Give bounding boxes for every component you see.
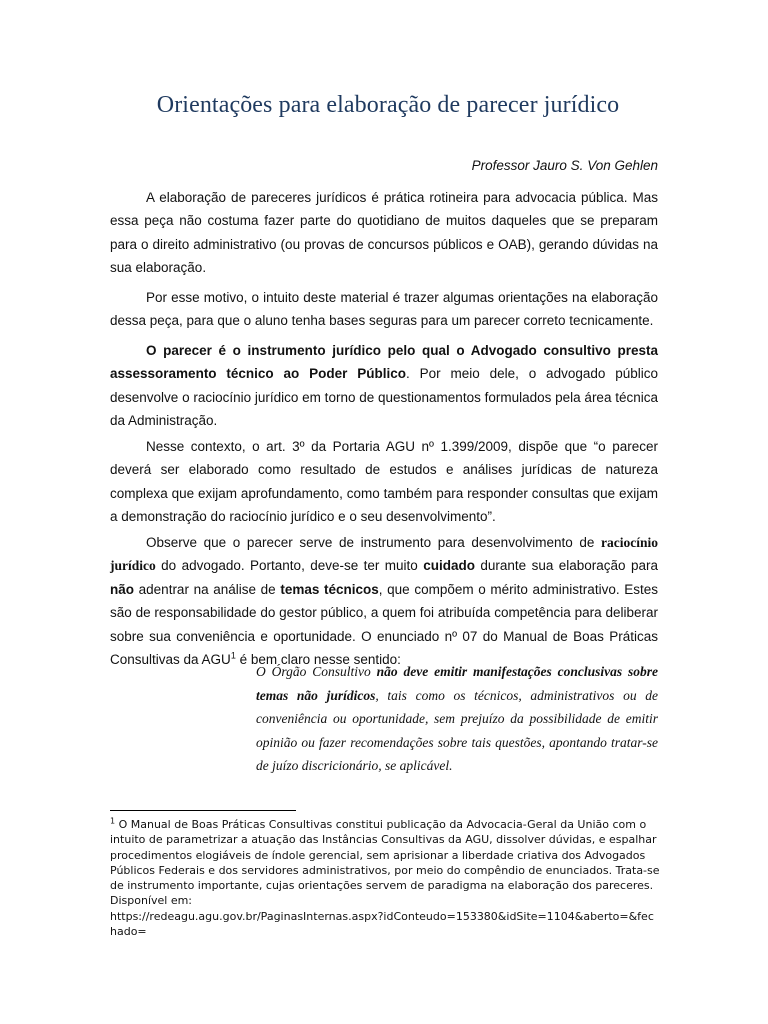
document-author: Professor Jauro S. Von Gehlen <box>471 158 658 173</box>
paragraph-5-j: é bem claro nesse sentido: <box>235 652 401 668</box>
paragraph-4: Nesse contexto, o art. 3º da Portaria AGU nº 1.399/2009, dispõe que “o parecer deverá ser elaborado como resultado de estudos e análises jurídicas de natureza complexa que exijam aprofundamento, como também para responder consultas que exijam a demonstração do raciocínio jurídico e o seu desenvolvimento”. <box>110 439 658 525</box>
paragraph-1: A elaboração de pareceres jurídicos é prática rotineira para advocacia pública. Mas essa peça não costuma fazer parte do quotidiano de muitos daqueles que se preparam para o direito administrativo (ou provas de concursos públicos e OAB), gerando dúvidas na sua elaboração. <box>110 190 658 276</box>
paragraph-5-emphasis-temas: temas técnicos <box>280 581 379 597</box>
paragraph-5-c: do advogado. Portanto, deve-se ter muito <box>155 558 424 574</box>
document-title: Orientações para elaboração de parecer jurídico <box>156 92 620 118</box>
paragraph-5 <box>110 531 658 671</box>
quote-c: , tais como os técnicos, administrativos ou de conveniência ou oportunidade, sem prejuízo da possibilidade de emitir opinião ou fazer recomendações sobre tais questões, apontando tratar-se de juízo discricionário, se aplicável. <box>256 687 659 773</box>
paragraph-3-rest: . Por meio dele, o advogado público desenvolve o raciocínio jurídico em torno de questionamentos formulados pela área técnica da Administração. <box>110 366 658 429</box>
paragraph-3-bold: O parecer é o instrumento jurídico pelo qual o Advogado consultivo presta assessoramento técnico ao Poder Público <box>110 343 658 382</box>
paragraph-5-emphasis-nao: não <box>110 581 135 597</box>
footnote-number: 1 <box>110 816 116 826</box>
quote-emphasis: não deve emitir manifestações conclusivas sobre temas não jurídicos <box>256 664 658 703</box>
paragraph-5-a: Observe que o parecer serve de instrumento para desenvolvimento de <box>146 535 601 550</box>
paragraph-2: Por esse motivo, o intuito deste material é trazer algumas orientações na elaboração dessa peça, para que o aluno tenha bases seguras para um parecer correto tecnicamente. <box>110 290 658 329</box>
footnote <box>110 817 660 939</box>
paragraph-3 <box>110 339 658 433</box>
paragraph-5-i: , que compõem o mérito administrativo. Estes são de responsabilidade do gestor público, a quem foi atribuída competência para deliberar sobre sua conveniência e oportunidade. O enunciado nº 07 do Manual de Boas Práticas Consultivas da AGU <box>110 581 658 668</box>
footnote-text: O Manual de Boas Práticas Consultivas constitui publicação da Advocacia-Geral da União com o intuito de parametrizar a atuação das Instâncias Consultivas da AGU, dissolver dúvidas, e espalhar procedimentos elogiáveis de índole gerencial, sem aprisionar a liberdade criativa dos Advogados Públicos Federais e dos servidores administrativos, por meio do compêndio de enunciados. Trata-se de instrumento importante, cujas orientações servem de paradigma na elaboração dos pareceres. Disponível em: <box>110 818 660 908</box>
paragraph-5-emphasis-cuidado: cuidado <box>423 558 475 574</box>
quote-a: O Órgão Consultivo <box>256 664 377 679</box>
paragraph-5-g: adentrar na análise de <box>134 581 281 597</box>
footnote-reference[interactable]: 1 <box>230 650 236 661</box>
paragraph-5-e: durante sua elaboração para <box>475 558 658 574</box>
footnote-separator <box>110 810 296 811</box>
paragraph-5-emphasis-raciocinio: raciocínio jurídico <box>110 535 658 574</box>
footnote-link[interactable]: https://redeagu.agu.gov.br/PaginasInternas.aspx?idConteudo=153380&idSite=1104&aberto=&fechado= <box>110 909 654 939</box>
block-quote <box>256 660 658 778</box>
